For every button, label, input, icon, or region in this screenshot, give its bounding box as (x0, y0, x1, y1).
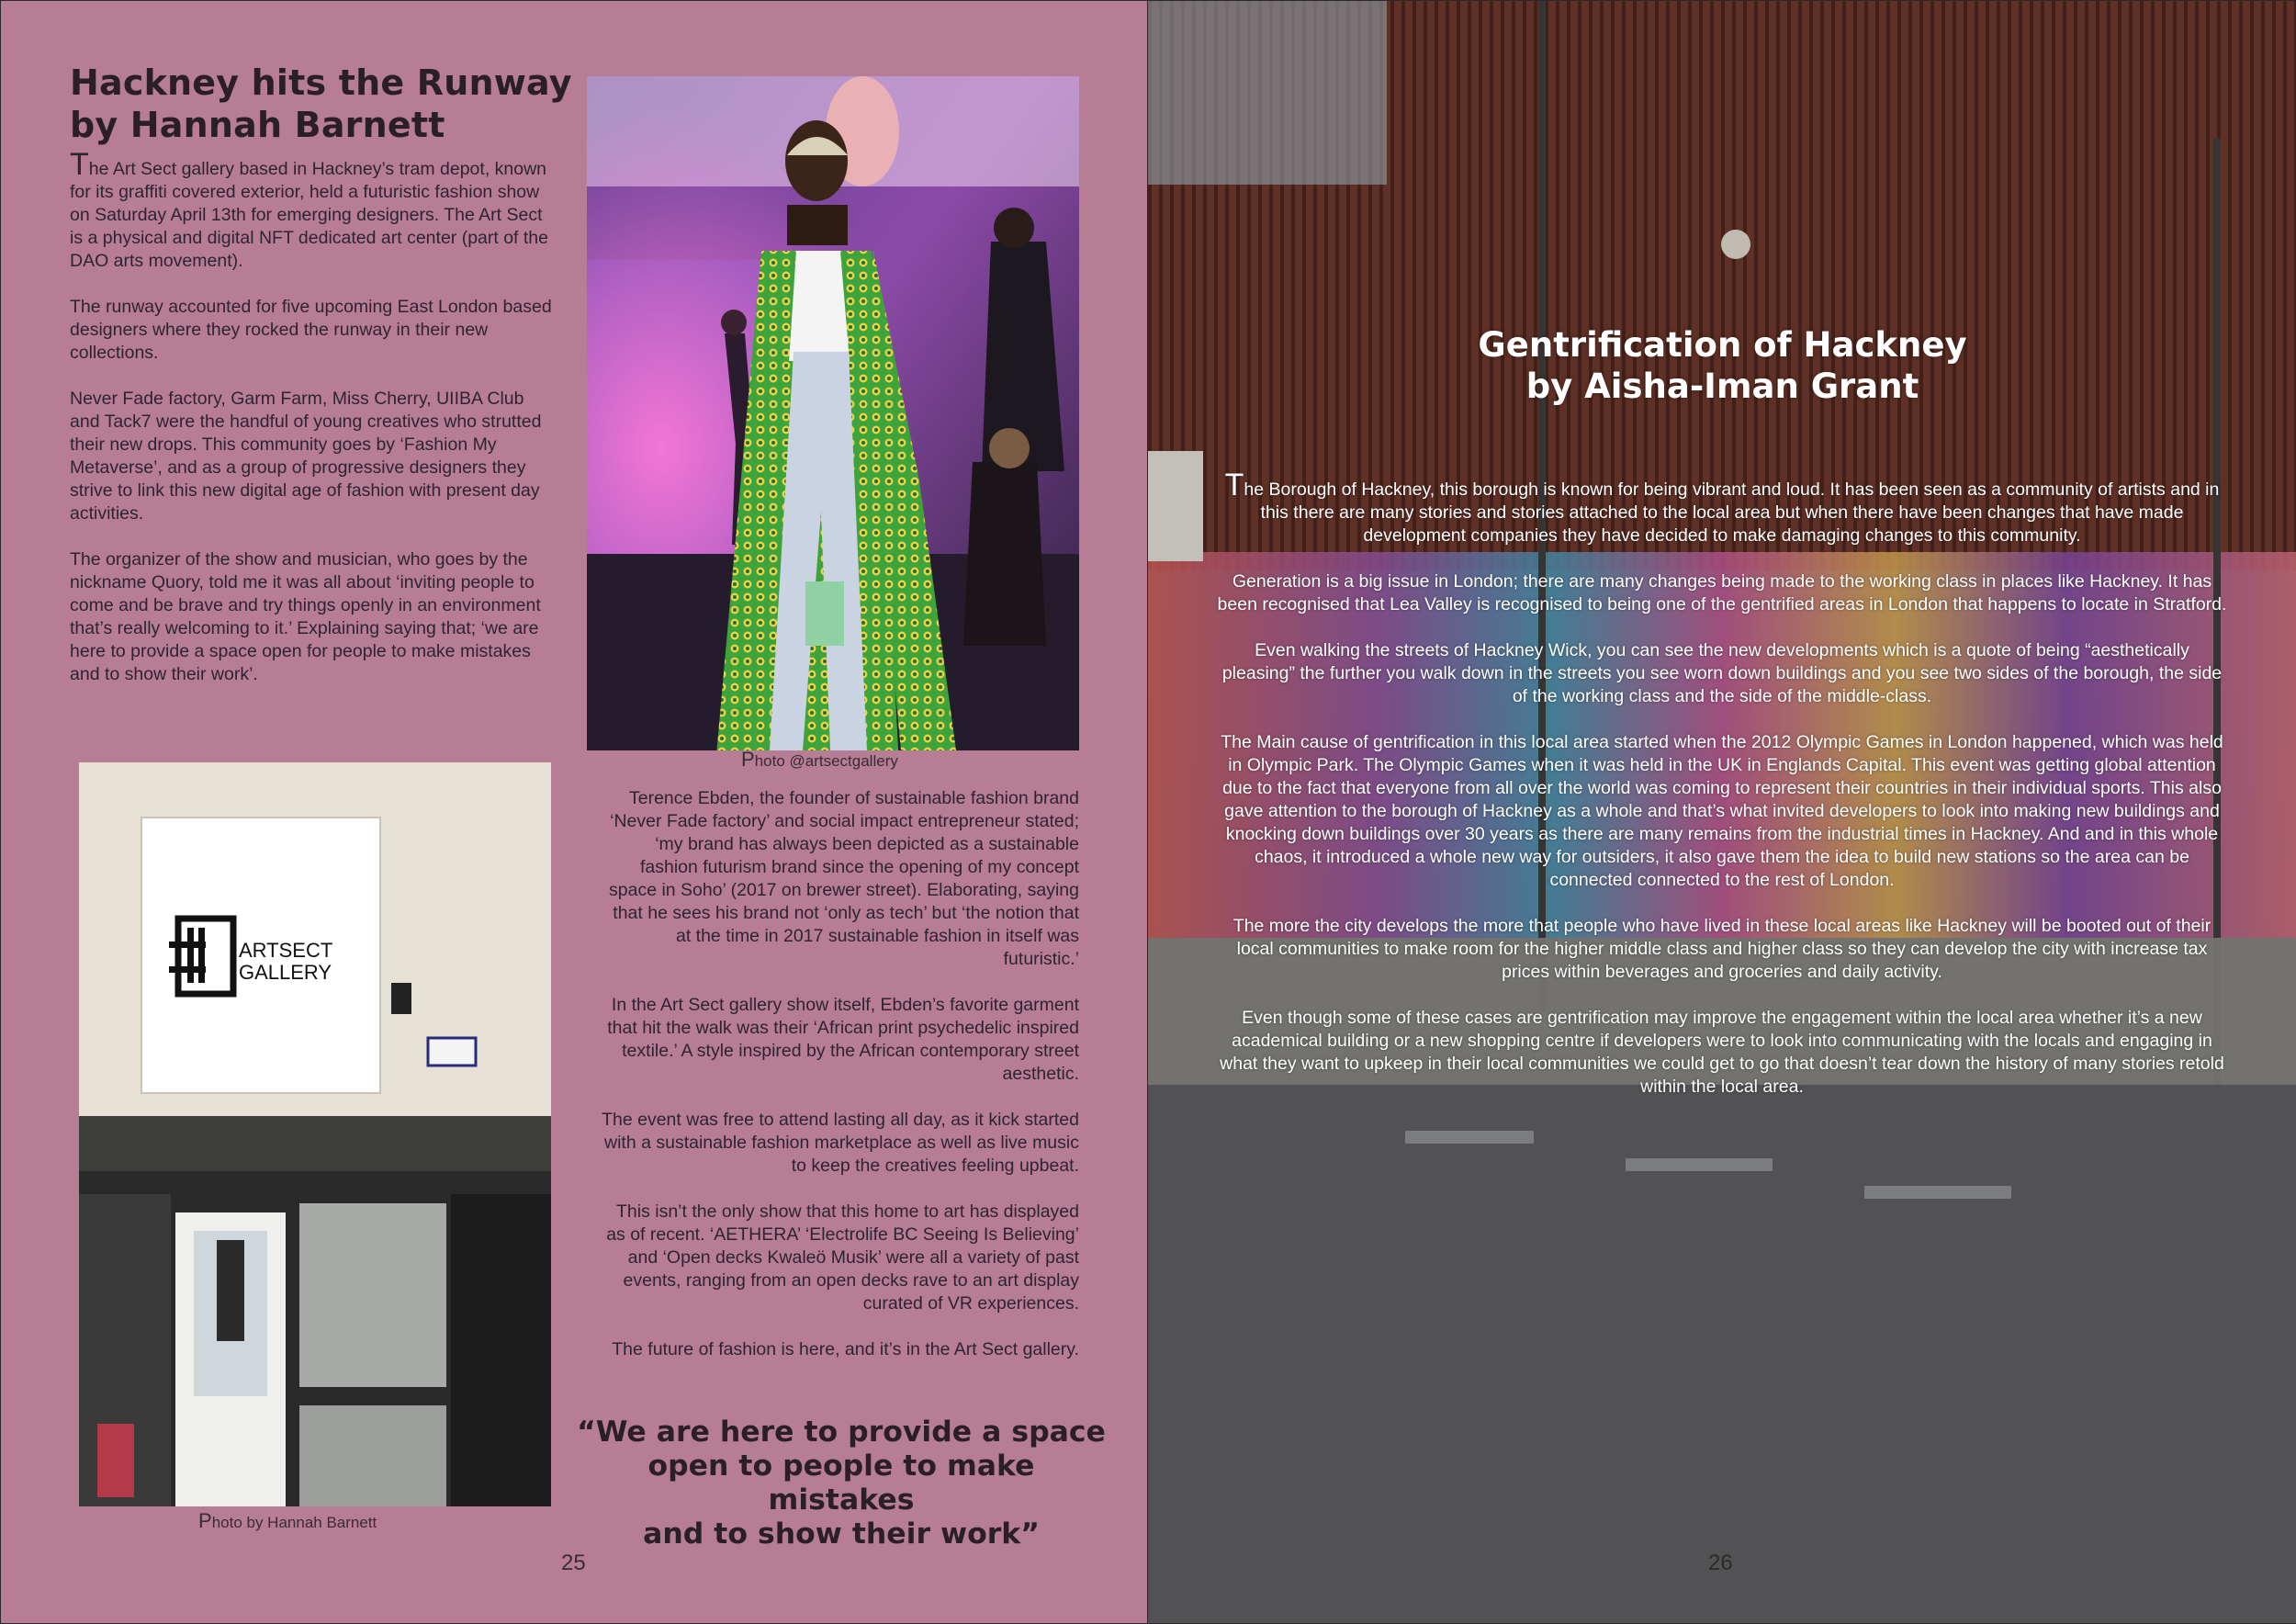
caption-text: hoto @artsectgallery (754, 752, 898, 770)
pull-quote-line: and to show their work” (643, 1517, 1040, 1551)
gallery-sign-line-2: GALLERY (239, 961, 332, 984)
article-title (1148, 324, 2296, 407)
caption-initial: P (741, 748, 755, 771)
body-paragraph: Even walking the streets of Hackney Wick, you can see the new developments which is a quote of being “aesthetically pleasing” the further you walk down in the streets you see worn down buildings and you see two sides of the borough, the side of the working class and the side of the middle-class. (1221, 640, 2223, 706)
runway-photo-caption (741, 748, 898, 772)
intro-text: he Art Sect gallery based in Hackney’s tram depot, known for its graffiti covered exterior, held a futuristic fashion show on Saturday April 13th for emerging designers. The Art Sect is a physical and digital NFT dedicated art center (part of the DAO arts movement). (70, 159, 548, 271)
pull-quote-line: “We are here to provide a space (577, 1415, 1106, 1449)
headline-line-1: Hackney hits the Runway (70, 62, 572, 103)
body-paragraph: In the Art Sect gallery show itself, Ebden’s favorite garment that hit the walk was their ‘African print psychedelic inspired textile.’ A style inspired by the African contemporary street aesthetic. (607, 995, 1079, 1084)
body-paragraph: The organizer of the show and musician, who goes by the nickname Quory, told me it was all about ‘inviting people to come and be brave and try things openly in an environment that’s really welcoming to it.’ Explaining saying that; ‘we are here to provide a space open for people to make mistakes and to show their work’. (70, 549, 541, 684)
caption-initial: P (198, 1509, 212, 1532)
body-paragraph: The more the city develops the more that people who have lived in these local areas like Hackney will be booted out of their local communities to make room for the higher middle class and higher class so they can develop the city with increase tax prices within beverages and groceries and daily activity. (1232, 916, 2212, 982)
drop-cap: T (70, 147, 89, 182)
intro-text: he Borough of Hackney, this borough is known for being vibrant and loud. It has been seen as a community of artists and in this there are many stories and stories attached to the local area but when there have been changes that have made development companies they have decided to make damaging changes to this community. (1244, 479, 2220, 546)
left-text-column (70, 147, 557, 709)
article-body (1217, 468, 2227, 1122)
gallery-sign-line-1: ARTSECT (239, 939, 333, 962)
right-text-column (600, 787, 1079, 1384)
drop-cap: T (1224, 468, 1244, 502)
page-number-left: 25 (561, 1551, 586, 1575)
body-paragraph: The event was free to attend lasting all day, as it kick started with a sustainable fashion marketplace as well as live music to keep the creatives feeling upbeat. (602, 1110, 1079, 1176)
headline-line-2: by Hannah Barnett (70, 105, 445, 145)
intro-paragraph (70, 147, 557, 273)
runway-photo (587, 76, 1079, 750)
body-paragraph: The Main cause of gentrification in this local area started when the 2012 Olympic Games in London happened, which was held in Olympic Park. The Olympic Games when it was held in the UK in Englands Capital. This event was getting global attention due to the fact that everyone from all over the world was coming to represent their countries in their individual sports. This also gave attention to the borough of Hackney as a whole and that’s what invited developers to look into making new buildings and knocking down buildings over 30 years as there are many remains from the industrial times in Hackney. And and in this whole chaos, it introduced a whole new way for outsiders, it also gave them the idea to build new stations so the area can be connected connected to the rest of London. (1221, 732, 2223, 890)
gallery-entrance-photo (79, 762, 551, 1506)
caption-text: hoto by Hannah Barnett (211, 1514, 377, 1531)
title-line-1: Gentrification of Hackney (1478, 325, 1967, 365)
body-paragraph: Never Fade factory, Garm Farm, Miss Cherry, UIIBA Club and Tack7 were the handful of young creatives who strutted their new drops. This community goes by ‘Fashion My Metaverse’, and as a group of progressive designers they strive to link this new digital age of fashion with present day activities. (70, 389, 542, 524)
article-headline (70, 62, 584, 146)
intro-paragraph (1217, 468, 2227, 547)
page-number-right: 26 (1708, 1551, 1733, 1575)
page-right (1147, 0, 2296, 1624)
body-paragraph: Terence Ebden, the founder of sustainable fashion brand ‘Never Fade factory’ and social impact entrepreneur stated; ‘my brand has always been depicted as a sustainable fashion futurism brand since the opening of my concept space in Soho’ (2017 on brewer street). Elaborating, saying that he sees his brand not ‘only as tech’ but ‘the notion that at the time in 2017 sustainable fashion in itself was futuristic.’ (609, 788, 1079, 969)
body-paragraph: The future of fashion is here, and it’s in the Art Sect gallery. (612, 1339, 1079, 1359)
pull-quote-line: open to people to make mistakes (647, 1449, 1035, 1517)
body-paragraph: Even though some of these cases are gentrification may improve the engagement within the local area whether it’s a new academical building or a new shopping centre if developers were to look into communicating with the locals and engaging in what they want to upkeep in their local communities we could get to go that doesn’t tear down the history of many stories retold within the local area. (1220, 1008, 2224, 1097)
pull-quote (575, 1415, 1108, 1551)
body-paragraph: This isn’t the only show that this home to art has displayed as of recent. ‘AETHERA’ ‘Electrolife BC Seeing Is Believing’ and ‘Open decks Kwaleö Musik’ were all a variety of past events, ranging from an open decks rave to an art display curated of VR experiences. (606, 1201, 1079, 1314)
body-paragraph: Generation is a big issue in London; there are many changes being made to the working class in places like Hackney. It has been recognised that Lea Valley is recognised to being one of the gentrified areas in London that happens to locate in Stratford. (1217, 571, 2227, 615)
title-line-2: by Aisha-Iman Grant (1525, 367, 1919, 406)
body-paragraph: The runway accounted for five upcoming East London based designers where they rocked the runway in their new collections. (70, 297, 552, 363)
gallery-photo-caption (198, 1509, 377, 1533)
